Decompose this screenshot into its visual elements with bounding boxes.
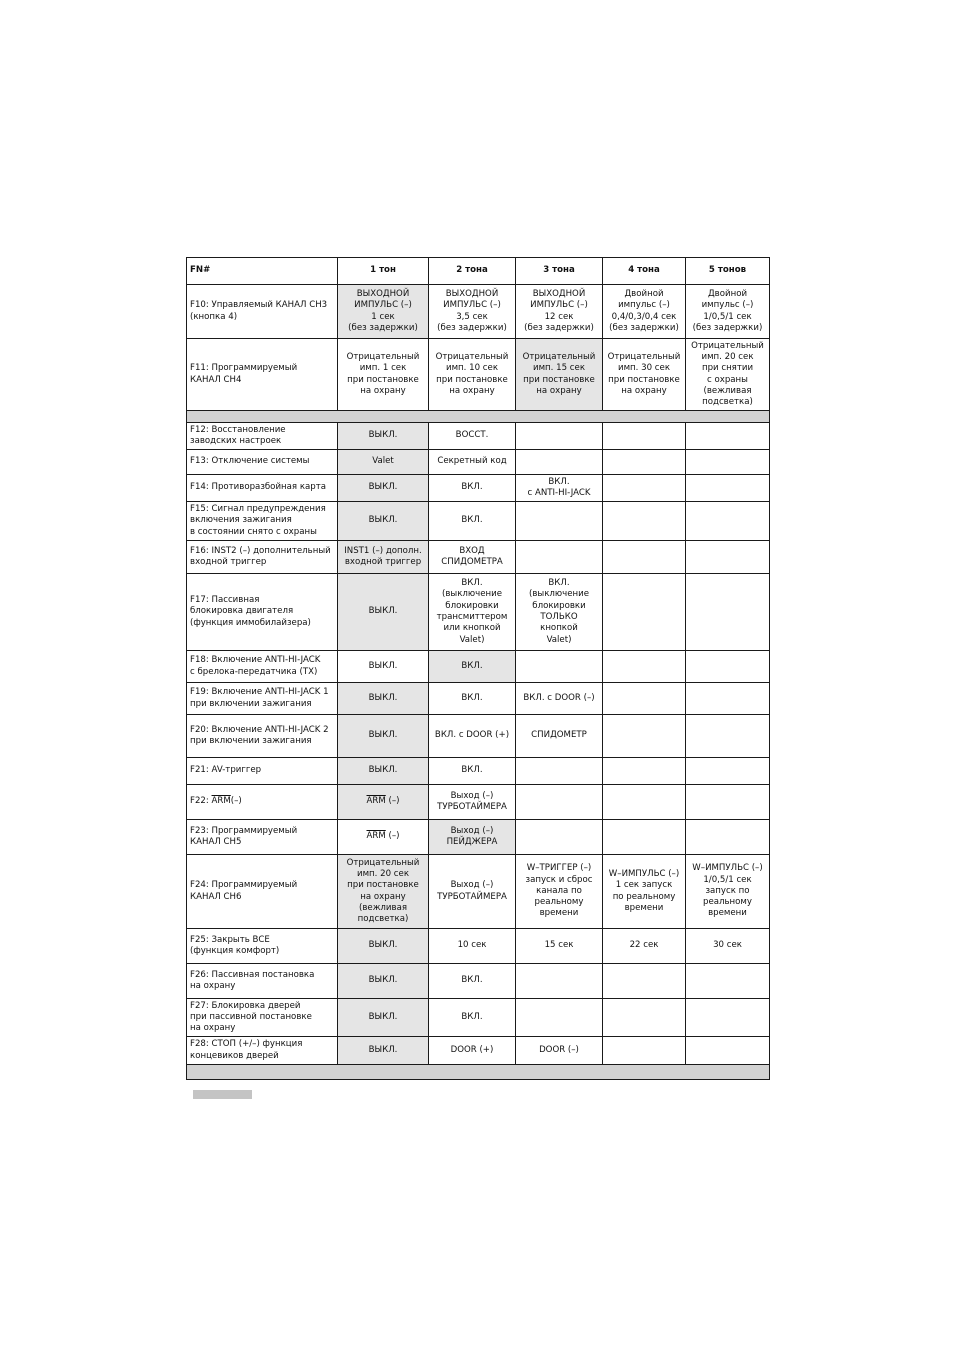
table-cell: ВКЛ. [429,651,516,683]
table-cell: ВКЛ. [429,502,516,541]
fn-label: F26: Пассивная постановка на охрану [187,964,338,999]
table-cell [338,820,429,855]
table-cell: ВКЛ. [429,999,516,1037]
table-cell: ВКЛ. с DOOR (–) [516,683,603,715]
table-cell: DOOR (+) [429,1037,516,1065]
table-row [187,785,770,820]
function-table [186,257,770,1080]
header-tone-2: 2 тона [429,258,516,285]
table-cell: ВКЛ. с ANTI-HI-JACK [516,475,603,502]
table-cell: СПИДОМЕТР [516,715,603,758]
table-cell: W–ТРИГГЕР (–) запуск и сброс канала по реальному времени [516,855,603,929]
table-cell [516,541,603,574]
table-cell: Двойной импульс (–) 0,4/0,3/0,4 сек (без задержки) [603,285,686,339]
table-cell: ВЫКЛ. [338,423,429,450]
fn-prefix: F22: [190,796,212,807]
table-cell: ВЫХОДНОЙ ИМПУЛЬС (–) 3,5 сек (без задержки) [429,285,516,339]
table-cell [516,502,603,541]
table-cell: ВЫКЛ. [338,683,429,715]
table-cell [516,964,603,999]
table-row [187,285,770,339]
table-cell: 10 сек [429,929,516,964]
table-cell: Отрицательный имп. 30 сек при постановке на охрану [603,339,686,411]
table-cell [338,785,429,820]
table-cell: ВКЛ. [429,964,516,999]
table-cell [686,450,770,475]
table-row [187,855,770,929]
table-cell: ВЫХОДНОЙ ИМПУЛЬС (–) 1 сек (без задержки) [338,285,429,339]
table-row [187,999,770,1037]
table-cell [516,651,603,683]
footer-decoration [193,1090,252,1099]
table-row [187,423,770,450]
table-cell: Выход (–) ПЕЙДЖЕРА [429,820,516,855]
header-tone-4: 4 тона [603,258,686,285]
table-cell [603,785,686,820]
fn-label: F11: Программируемый КАНАЛ CH4 [187,339,338,411]
fn-label: F12: Восстановление заводских настроек [187,423,338,450]
table-cell: Отрицательный имп. 1 сек при постановке на охрану [338,339,429,411]
table-row [187,541,770,574]
table-cell [686,574,770,651]
table-cell [603,423,686,450]
table-cell: DOOR (–) [516,1037,603,1065]
fn-label: F16: INST2 (–) дополнительный входной триггер [187,541,338,574]
table-cell: Valet [338,450,429,475]
table-cell: ВКЛ. (выключение блокировки ТОЛЬКО кнопкой Valet) [516,574,603,651]
table-row [187,475,770,502]
table-row [187,820,770,855]
table-cell [603,651,686,683]
table-cell [686,964,770,999]
table-row [187,1037,770,1065]
table-cell: Отрицательный имп. 10 сек при постановке на охрану [429,339,516,411]
table-row [187,758,770,785]
arm-suffix: (–) [385,831,400,842]
separator-cell [187,411,770,423]
table-row [187,929,770,964]
table-cell: ВЫХОДНОЙ ИМПУЛЬС (–) 12 сек (без задержки) [516,285,603,339]
table-cell [603,999,686,1037]
table-cell: ВЫКЛ. [338,929,429,964]
table-cell [603,541,686,574]
table-cell: ВЫКЛ. [338,758,429,785]
table-cell: ВЫКЛ. [338,964,429,999]
table-cell [603,715,686,758]
table-cell [603,758,686,785]
header-row [187,258,770,285]
table-cell [686,541,770,574]
fn-label: F21: AV-триггер [187,758,338,785]
table-cell: ВЫКЛ. [338,999,429,1037]
table-cell [686,999,770,1037]
fn-label: F18: Включение ANTI-HI-JACK с брелока-передатчика (TX) [187,651,338,683]
arm-label: $\overline{ARM}$ [366,796,386,807]
table-cell: ВЫКЛ. [338,1037,429,1065]
fn-label [187,785,338,820]
table-cell: Отрицательный имп. 15 сек при постановке на охрану [516,339,603,411]
table-cell: 22 сек [603,929,686,964]
header-tone-3: 3 тона [516,258,603,285]
table-cell [686,1037,770,1065]
table-cell: 30 сек [686,929,770,964]
table-cell: Выход (–) ТУРБОТАЙМЕРА [429,855,516,929]
arm-suffix: (–) [385,796,400,807]
fn-label: F24: Программируемый КАНАЛ CH6 [187,855,338,929]
header-tone-5: 5 тонов [686,258,770,285]
table-cell [686,475,770,502]
fn-label: F17: Пассивная блокировка двигателя (функция иммобилайзера) [187,574,338,651]
fn-label: F20: Включение ANTI-HI-JACK 2 при включении зажигания [187,715,338,758]
table-row [187,339,770,411]
table-cell [686,423,770,450]
table-cell: ВКЛ. [429,475,516,502]
header-fn: FN# [187,258,338,285]
table-cell: ВХОД СПИДОМЕТРА [429,541,516,574]
table-cell [516,999,603,1037]
table-cell: ВЫКЛ. [338,475,429,502]
table-cell: INST1 (–) дополн. входной триггер [338,541,429,574]
arm-label: $\overline{ARM}$ [366,831,386,842]
table-cell: W–ИМПУЛЬС (–) 1 сек запуск по реальному времени [603,855,686,929]
table-row [187,683,770,715]
table-cell: ВЫКЛ. [338,502,429,541]
table-row [187,715,770,758]
fn-label: F15: Сигнал предупреждения включения зажигания в состоянии снято с охраны [187,502,338,541]
table-cell: ВОССТ. [429,423,516,450]
table-cell: 15 сек [516,929,603,964]
table-cell [686,502,770,541]
table-cell [516,758,603,785]
table-cell: ВЫКЛ. [338,651,429,683]
table-row [187,574,770,651]
table-cell [686,785,770,820]
table-cell: Отрицательный имп. 20 сек при постановке на охрану (вежливая подсветка) [338,855,429,929]
table-cell [603,450,686,475]
table-cell: ВЫКЛ. [338,715,429,758]
table-cell [603,964,686,999]
table-row [187,964,770,999]
table-cell [686,651,770,683]
table-cell: ВКЛ. с DOOR (+) [429,715,516,758]
table-cell: Секретный код [429,450,516,475]
fn-label: F14: Противоразбойная карта [187,475,338,502]
table-cell [603,1037,686,1065]
separator-cell [187,1065,770,1080]
table-row [187,502,770,541]
header-tone-1: 1 тон [338,258,429,285]
table-cell [516,450,603,475]
fn-label: F10: Управляемый КАНАЛ CH3 (кнопка 4) [187,285,338,339]
table-cell: Двойной импульс (–) 1/0,5/1 сек (без задержки) [686,285,770,339]
fn-suffix: (–) [230,796,242,807]
table-cell: W–ИМПУЛЬС (–) 1/0,5/1 сек запуск по реальному времени [686,855,770,929]
table-cell [686,820,770,855]
table-cell [603,820,686,855]
table-cell [686,683,770,715]
table-cell: ВКЛ. [429,683,516,715]
fn-label: F19: Включение ANTI-HI-JACK 1 при включении зажигания [187,683,338,715]
table-cell: ВКЛ. (выключение блокировки трансмиттером или кнопкой Valet) [429,574,516,651]
table-cell [686,758,770,785]
table-cell: Отрицательный имп. 20 сек при снятии с охраны (вежливая подсветка) [686,339,770,411]
table-row [187,651,770,683]
section-separator [187,411,770,423]
fn-label: F13: Отключение системы [187,450,338,475]
fn-label: F23: Программируемый КАНАЛ CH5 [187,820,338,855]
table-cell [603,475,686,502]
fn-label: F28: СТОП (+/–) функция концевиков дверей [187,1037,338,1065]
table-cell [603,502,686,541]
table-row [187,450,770,475]
table-cell [516,423,603,450]
fn-arm: $\overline{ARM}$ [211,796,231,807]
fn-label: F25: Закрыть ВСЕ (функция комфорт) [187,929,338,964]
table-cell [603,574,686,651]
table-cell [516,820,603,855]
fn-label: F27: Блокировка дверей при пассивной постановке на охрану [187,999,338,1037]
table-cell [603,683,686,715]
table-cell: ВКЛ. [429,758,516,785]
table-cell: Выход (–) ТУРБОТАЙМЕРА [429,785,516,820]
table-cell [516,785,603,820]
section-separator [187,1065,770,1080]
table-cell [686,715,770,758]
table-cell: ВЫКЛ. [338,574,429,651]
